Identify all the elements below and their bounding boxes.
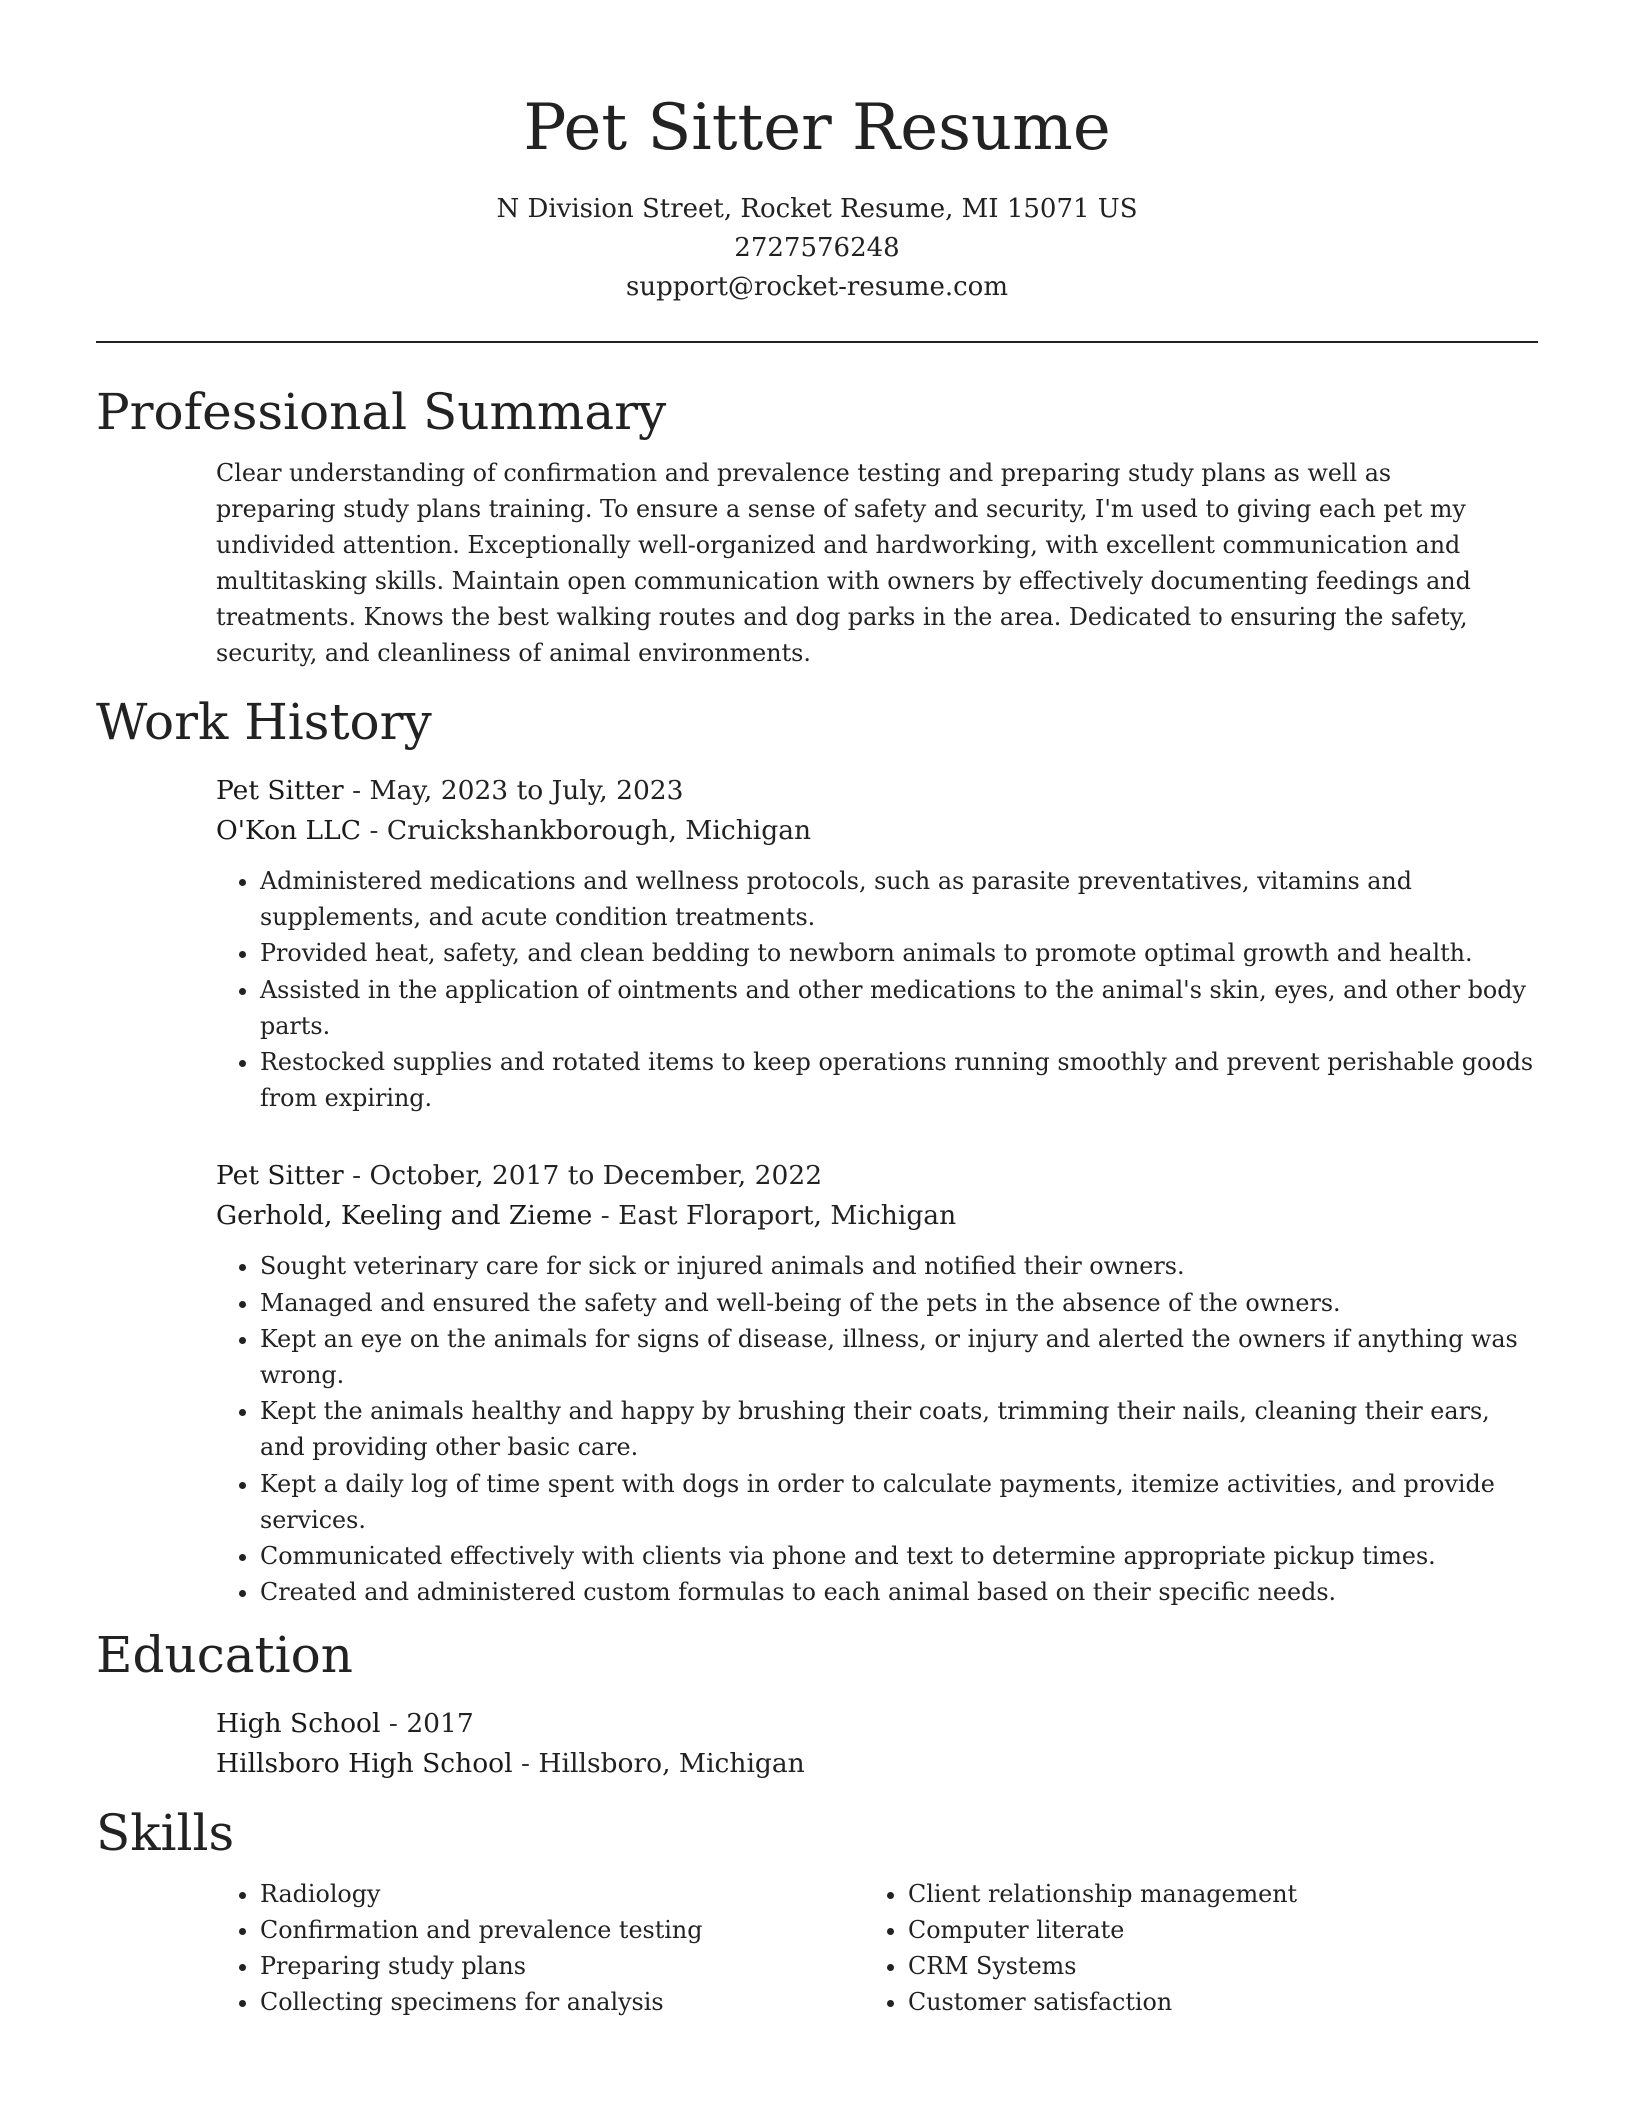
list-item: • Kept an eye on the animals for signs of disease, illness, or injury and alerted the owners if anything was wrong. xyxy=(260,1321,1538,1393)
education-entry xyxy=(216,1704,1538,1784)
school-name: Hillsboro High School xyxy=(216,1748,513,1780)
resume-title: Pet Sitter Resume xyxy=(523,91,1111,165)
skill-item: • CRM Systems xyxy=(908,1948,1512,1984)
list-item: • Restocked supplies and rotated items to keep operations running smoothly and prevent perishable goods from expiring. xyxy=(260,1044,1538,1116)
summary-section xyxy=(96,381,1538,671)
skill-item: • Customer satisfaction xyxy=(908,1984,1512,2020)
list-item: • Sought veterinary care for sick or injured animals and notified their owners. xyxy=(260,1248,1538,1284)
skill-item: • Collecting specimens for analysis xyxy=(260,1984,864,2020)
separator: - xyxy=(592,1200,619,1232)
separator: - xyxy=(343,775,370,806)
job-bullets xyxy=(216,1248,1538,1610)
education-heading: Education xyxy=(96,1626,353,1685)
list-item: • Provided heat, safety, and clean bedding to newborn animals to promote optimal growth and health. xyxy=(260,935,1538,971)
header-divider xyxy=(96,341,1538,343)
list-item: • Assisted in the application of ointments and other medications to the animal's skin, eyes, and other body parts. xyxy=(260,972,1538,1044)
skill-item: • Client relationship management xyxy=(908,1876,1512,1912)
job-dates: May, 2023 to July, 2023 xyxy=(369,775,684,806)
list-item: • Administered medications and wellness protocols, such as parasite preventatives, vitamins and supplements, and acute condition treatments. xyxy=(260,863,1538,935)
job-location: Cruickshankborough, Michigan xyxy=(386,815,812,846)
work-history-heading: Work History xyxy=(96,693,432,751)
job-title-line xyxy=(216,771,1538,811)
resume-page xyxy=(96,0,1538,2020)
school-location: Hillsboro, Michigan xyxy=(538,1748,805,1780)
phone: 2727576248 xyxy=(734,233,900,263)
resume-header xyxy=(96,0,1538,307)
list-item: • Kept the animals healthy and happy by brushing their coats, trimming their nails, cleaning their ears, and providing other basic care. xyxy=(260,1393,1538,1465)
job-bullets xyxy=(216,863,1538,1116)
job-company-line xyxy=(216,811,1538,851)
email: support@rocket-resume.com xyxy=(625,272,1008,302)
address: N Division Street, Rocket Resume, MI 15071 US xyxy=(496,194,1138,224)
education-section xyxy=(96,1624,1538,1784)
degree-line xyxy=(216,1704,1538,1744)
skills-grid xyxy=(216,1876,1538,2020)
list-item: • Created and administered custom formulas to each animal based on their specific needs. xyxy=(260,1574,1538,1610)
skill-item: • Confirmation and prevalence testing xyxy=(260,1912,864,1948)
job-dates: October, 2017 to December, 2022 xyxy=(369,1160,823,1192)
list-item: • Managed and ensured the safety and well-being of the pets in the absence of the owners. xyxy=(260,1285,1538,1321)
list-item: • Kept a daily log of time spent with dogs in order to calculate payments, itemize activities, and provide services. xyxy=(260,1466,1538,1538)
list-item: • Communicated effectively with clients via phone and text to determine appropriate pickup times. xyxy=(260,1538,1538,1574)
skills-list xyxy=(864,1876,1512,2020)
separator: - xyxy=(343,1160,370,1192)
job-title-line xyxy=(216,1156,1538,1196)
skill-item: • Radiology xyxy=(260,1876,864,1912)
job-role: Pet Sitter xyxy=(216,1160,344,1192)
skills-column-right xyxy=(864,1876,1512,2020)
school-line xyxy=(216,1744,1538,1784)
job-entry xyxy=(216,1156,1538,1610)
job-company: O'Kon LLC xyxy=(216,815,362,846)
contact-block xyxy=(96,190,1538,307)
job-company-line xyxy=(216,1196,1538,1236)
summary-text: Clear understanding of confirmation and prevalence testing and preparing study plans as well as preparing study plans training. To ensure a sense of safety and security, I'm used to giving each pet my undivided attention. Exceptionally well-organized and hardworking, with excellent communication and multitasking skills. Maintain open communication with owners by effectively documenting feedings and treatments. Knows the best walking routes and dog parks in the area. Dedicated to ensuring the safety, security, and cleanliness of animal environments. xyxy=(216,459,1471,667)
graduation-year: 2017 xyxy=(406,1708,474,1740)
separator: - xyxy=(380,1708,407,1740)
skills-column-left xyxy=(216,1876,864,2020)
work-history-section xyxy=(96,691,1538,1610)
separator: - xyxy=(512,1748,539,1780)
summary-heading: Professional Summary xyxy=(96,383,667,441)
job-location: East Floraport, Michigan xyxy=(618,1200,957,1232)
skills-heading: Skills xyxy=(96,1804,235,1863)
job-entry xyxy=(216,771,1538,1116)
skills-section xyxy=(96,1802,1538,2020)
skill-item: • Preparing study plans xyxy=(260,1948,864,1984)
skills-list xyxy=(216,1876,864,2020)
skill-item: • Computer literate xyxy=(908,1912,1512,1948)
separator: - xyxy=(361,815,387,846)
degree: High School xyxy=(216,1708,381,1740)
job-company: Gerhold, Keeling and Zieme xyxy=(216,1200,593,1232)
job-role: Pet Sitter xyxy=(216,775,344,806)
